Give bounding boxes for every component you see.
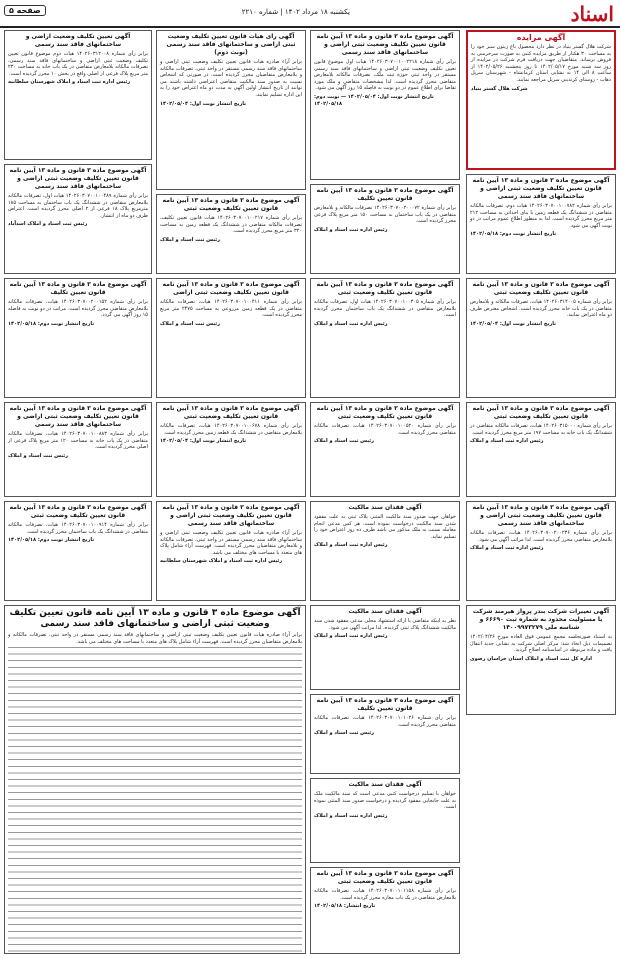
notice-title: آگهی موضوع ماده ۳ قانون و ماده ۱۳ آیین نامه قانون تعیین تکلیف [316,697,454,712]
notice-footer: رئیس اداره ثبت اسناد و املاک شهرستان سلطانیه [8,79,131,86]
legal-notice [466,605,616,715]
notice-title: آگهی موضوع ماده ۳ قانون و ماده ۱۳ آیین نامه قانون تعیین تکلیف وضعیت ثبتی [472,281,610,296]
legal-notice-large [4,605,306,954]
notice-body: برابر رأی شماره ۱۴۰۲۶۰۳۱۴۰۰۵ هیات، تصرفات مالکانه و بلامعارض متقاضی در یک باب خانه محرز گردیده است. اشخاص معترض ظرف دو ماه اعتراض نمایند. [470,299,612,319]
notice-body: برابر آراء صادره هیات قانون تعیین تکلیف وضعیت ثبتی اراضی و ساختمانهای فاقد سند رسمی مستقر در واحد ثبتی، تصرفات مالکانه و بلامعارض متقاضیان محرز گردیده است. فهرست آراء شامل پلاک های متعدد با مساحت های مختلف می باشد. [160,530,302,556]
notice-body: برابر رأی شماره ۱۴۰۲۶۰۳۰۷۰۰۱۰۰۳۰۵ هیات اول، تصرفات مالکانه بلامعارض متقاضی در ششدانگ یک باب ساختمان محرز گردیده است. [314,299,456,319]
notice-title: آگهی موضوع ماده ۳ قانون و ماده ۱۳ آیین نامه قانون تعیین تکلیف وضعیت ثبتی اراضی و ساختمانهای فاقد سند رسمی [9,608,301,629]
notice-footer: تاریخ انتشار نوبت اول: ۱۴۰۲/۰۵/۰۴ — نوبت دوم: ۱۴۰۲/۰۵/۱۸ [314,93,434,107]
notice-body: برابر رأی شماره ۱۴۰۲۶۰۳۰۷۰۰۱۰۱۰۲۶ هیات، تصرفات مالکانه متقاضی محرز گردیده است. [314,715,456,728]
notice-body: برابر رأی شماره ۱۴۰۲۶۰۳۰۷۰۰۱۰۰۲۲۱۸ هیات اول موضوع قانون تعیین تکلیف وضعیت ثبتی اراضی و ساختمانهای فاقد سند رسمی مستقر در واحد ثبتی حوزه ثبت ملک، تصرفات مالکانه بلامعارض متقاضی محرز گردیده است. لذا مشخصات متقاضی و ملک مورد تقاضا برای اطلاع عموم در دو نوبت به فاصله ۱۵ روز آگهی می شود. [314,59,456,92]
notice-title: آگهی موضوع ماده ۳ قانون و ماده ۱۳ آیین نامه قانون تعیین تکلیف وضعیت ثبتی [9,504,147,519]
legal-notice [4,278,152,398]
notice-footer: تاریخ انتشار نوبت دوم: ۱۴۰۲/۰۵/۱۸ [470,231,557,238]
notice-footer: رئیس اداره ثبت اسناد و املاک [314,633,388,640]
notice-footer: تاریخ انتشار نوبت اول: ۱۴۰۲/۰۵/۰۴ [160,100,246,107]
notice-footer: رئیس ثبت اسناد و املاک [314,730,374,737]
notice-body: برابر رأی شماره ۱۴۰۲۶۰۳۰۷۰۰۱۰۰۲۱۷ هیات قانون تعیین تکلیف، تصرفات مالکانه متقاضی در ششدانگ یک قطعه زمین به مساحت ۳۲۰ متر مربع محرز گردیده است. [160,215,302,235]
notice-footer: شرکت هلال گستر بنیاد [471,85,528,92]
notice-title: آگهی موضوع ماده ۳ قانون و ماده ۱۳ آیین نامه قانون تعیین تکلیف وضعیت ثبتی [316,870,454,885]
notice-body: خواهان با تسلیم درخواست کتبی مدعی است که سند مالکیت ملک به علت جابجایی مفقود گردیده و درخواست صدور سند المثنی نموده است. [314,791,456,811]
notice-body: برابر رأی شماره ۱۴۰۲۶۰۳۱۲۰۰۸ هیات دوم موضوع قانون تعیین تکلیف وضعیت ثبتی اراضی و ساختمانهای فاقد سند رسمی، تصرفات مالکانه بلامعارض متقاضی در یک باب خانه به مساحت ۲۳۰ متر مربع پلاک فرعی از اصلی واقع در بخش ۱۰ محرز گردیده است. [8,51,148,77]
legal-notice [156,278,306,398]
notice-footer: اداره کل ثبت اسناد و املاک استان خراسان رضوی [470,655,593,662]
notice-footer: تاریخ انتشار نوبت دوم: ۱۴۰۲/۰۵/۱۸ [8,320,95,327]
legal-notice [466,30,616,170]
legal-notice [310,184,460,274]
notice-footer: رئیس اداره ثبت اسناد و املاک شهرستان سلطانیه [160,558,283,565]
notice-footer: رئیس ثبت اسناد و املاک [160,320,220,327]
notice-body: برابر رأی شماره ۱۴۰۲۶۰۳۰۷۰۰۱۰۰۷۸۲ هیات دوم، تصرفات مالکانه متقاضی در ششدانگ یک قطعه زمین با بنای احداثی به مساحت ۲۱۲ متر مربع محرز گردیده است. لذا به منظور اطلاع عموم مراتب در دو نوبت آگهی می شود. [470,203,612,229]
notice-title: آگهی موضوع ماده ۳ قانون و ماده ۱۳ آیین نامه قانون تعیین تکلیف وضعیت ثبتی [162,405,300,420]
legal-notice [156,194,306,274]
notice-title: آگهی موضوع ماده ۳ قانون و ماده ۱۳ آیین نامه قانون تعیین تکلیف وضعیت ثبتی اراضی و ساختمانهای فاقد سند رسمی [162,504,300,527]
notice-body: برابر رأی شماره ۱۴۰۲۶۰۳۰۷۰۰۱۰۱۱۵۸ هیات، تصرفات مالکانه بلامعارض متقاضی در یک باب مغازه محرز گردیده است. [314,888,456,901]
legal-notice [4,30,152,160]
legal-notice [4,501,152,601]
notice-title: آگهی موضوع ماده ۳ قانون و ماده ۱۳ آیین نامه قانون تعیین تکلیف وضعیت ثبتی [162,197,300,212]
legal-notice [466,501,616,601]
notice-title: آگهی تعیین تکلیف وضعیت اراضی و ساختمانهای فاقد سند رسمی [25,33,131,48]
notice-title: آگهی موضوع ماده ۳ قانون و ماده ۱۳ آیین نامه قانون تعیین تکلیف وضعیت ثبتی [316,281,454,296]
legal-notice [4,402,152,497]
notice-body: به استناد صورتجلسه مجمع عمومی فوق العاده مورخ ۱۴۰۲/۰۴/۲۶ تصمیمات ذیل اتخاذ شد: مرکز اصلی شرکت به نشانی جدید انتقال یافت و ماده مربوطه در اساسنامه اصلاح گردید. [470,634,612,654]
notice-footer: رئیس ثبت اسناد و املاک [160,236,220,243]
notice-footer: تاریخ انتشار نوبت اول: ۱۴۰۲/۰۵/۰۴ [160,438,246,445]
notice-footer: رئیس اداره ثبت اسناد و املاک [314,812,388,819]
newspaper-logo: اسناد [570,2,614,26]
page-number: صفحه ۵ [4,5,46,16]
legal-notice [310,778,460,863]
notice-title: آگهی فقدان سند مالکیت [348,781,422,788]
page-header [0,0,620,28]
notice-title: آگهی موضوع ماده ۳ قانون و ماده ۱۳ آیین نامه قانون تعیین تکلیف وضعیت ثبتی اراضی [162,281,300,296]
notice-footer: تاریخ انتشار نوبت اول: ۱۴۰۲/۰۵/۰۴ [470,320,556,327]
notice-footer: رئیس اداره ثبت اسناد و املاک [470,545,544,552]
notice-body: برابر رأی شماره ۱۴۰۲۶۰۳۰۷۰۰۲۰۰۱۵۲ هیات، تصرفات مالکانه بلامعارض متقاضی محرز گردیده است. مراتب در دو نوبت به فاصله ۱۵ روز آگهی می گردد. [8,299,148,319]
notice-title: آگهی موضوع ماده ۳ قانون و ماده ۱۳ آیین نامه قانون تعیین تکلیف وضعیت ثبتی [316,405,454,420]
notice-body: شرکت هلال گستر بنیاد در نظر دارد محصول باغ زیتون سبز خود را به مساحت ۳۰ هکتار از طریق مزایده کتبی به صورت سرخرمنی به فروش برساند. متقاضیان جهت دریافت فرم شرکت در مزایده از روز سه شنبه مورخ ۱۴۰۲/۰۵/۱۷ تا روز پنجشنبه ۱۴۰۲/۰۵/۲۶ از ساعت ۸ الی ۱۴ به نشانی استان کرمانشاه - شهرستان سرپل ذهاب - روستای کرندینی سرپل مراجعه نمایند. [471,44,612,83]
legal-notice [310,501,460,601]
notice-footer: رئیس اداره ثبت اسناد و املاک [314,542,388,549]
legal-notice [310,278,460,398]
issue-info: یکشنبه ۱۸ مرداد ۱۴۰۲ | شماره ۲۲۱۰ [241,8,350,16]
notice-footer: رئیس ثبت اسناد و املاک [314,438,374,445]
notice-title: آگهی موضوع ماده ۳ قانون و ماده ۱۳ آیین نامه قانون تعیین تکلیف [316,187,454,202]
notice-title: آگهی موضوع ماده ۳ قانون و ماده ۱۳ آیین نامه قانون تعیین تکلیف وضعیت ثبتی اراضی و ساختمانهای فاقد سند رسمی [9,405,147,428]
notice-title: آگهی فقدان سند مالکیت [348,608,422,615]
notice-footer: رئیس اداره ثبت اسناد و املاک [314,226,388,233]
legal-notice [466,278,616,398]
legal-notice [466,402,616,497]
notice-body: برابر رأی شماره ۱۴۰۲۶۰۳۱۵۰۰۰ هیات، تصرفات مالکانه متقاضی در ششدانگ یک باب خانه به مساحت ۱۹۷ متر مربع محرز گردیده است. [470,423,612,436]
notice-body: برابر رأی شماره ۱۴۰۲۶۰۳۰۷۰۰۱۰۰۹۱۴ هیات، تصرفات مالکانه متقاضی در ششدانگ یک باب ساختمان محرز گردیده است. [8,522,148,535]
notice-body: برابر آراء صادره هیات قانون تعیین تکلیف وضعیت ثبتی اراضی و ساختمانهای فاقد سند رسمی مستقر در واحد ثبتی، تصرفات مالکانه و بلامعارض متقاضیان محرز گردیده است. فهرست آراء شامل پلاک های متعدد با مساحت های مختلف می باشد. [8,632,302,645]
legal-notice [466,174,616,274]
notice-title: آگهی موضوع ماده ۳ قانون و ماده ۱۳ آیین نامه قانون تعیین تکلیف وضعیت ثبتی اراضی و ساختمانهای فاقد سند رسمی [316,33,454,56]
notice-footer: تاریخ انتشار: ۱۴۰۲/۰۵/۱۸ [314,903,376,910]
notice-title: آگهی تغییرات شرکت بندر پرواز هیرمند شرکت با مسئولیت محدود به شماره ثبت ۶۶۶۹۰ و شناسه ملی ۱۴۰۰۹۹۷۳۲۷۹ [472,608,610,631]
notice-footer: تاریخ انتشار نوبت دوم: ۱۴۰۲/۰۵/۱۸ [8,537,95,544]
legal-notice [156,30,306,190]
legal-notice [156,402,306,497]
legal-notice [310,605,460,690]
notice-footer: رئیس اداره ثبت اسناد و املاک [314,320,388,327]
legal-notice [310,694,460,774]
notice-body: برابر رأی شماره ۱۴۰۲۶۰۳۰۷۰۰۲۰۰۲۳۶ هیات، تصرفات مالکانه بلامعارض متقاضی محرز گردیده است. لذا مراتب آگهی می شود. [470,530,612,543]
notice-body: نظر به اینکه متقاضی با ارائه استشهاد محلی مدعی مفقود شدن سند مالکیت ششدانگ پلاک ثبتی گردیده، لذا مراتب آگهی می شود. [314,618,456,631]
notice-body: برابر رأی شماره ۱۴۰۲۶۰۳۰۷۰۰۱۰۰۴۱۱ هیات، تصرفات مالکانه متقاضی در یک قطعه زمین مزروعی به مساحت ۲۴۷۵ متر مربع محرز گردیده است. [160,299,302,319]
notice-text-lines [8,645,302,954]
legal-notice [310,402,460,497]
notice-footer: رئیس ثبت اسناد و املاک اسدآباد [8,221,88,228]
notice-body: برابر آراء صادره هیات قانون تعیین تکلیف وضعیت ثبتی اراضی و ساختمانهای فاقد سند رسمی مستقر در واحد ثبتی، تصرفات مالکانه و بلامعارض متقاضیان محرز گردیده است. در صورتی که اشخاص نسبت به صدور سند مالکیت متقاضی اعتراضی داشته باشند می توانند از تاریخ انتشار اولین آگهی به مدت دو ماه اعتراض خود را به این اداره تسلیم نمایند. [160,59,302,98]
notice-body: برابر رأی شماره ۱۴۰۲۶۰۳۰۷۰۰۱۰۰۸۸۳ هیات، تصرفات مالکانه متقاضی در یک باب خانه به مساحت ۱۲۰ متر مربع پلاک فرعی از اصلی محرز گردیده است. [8,431,148,451]
notice-title: آگهی موضوع ماده ۳ قانون و ماده ۱۳ آیین نامه قانون تعیین تکلیف وضعیت ثبتی اراضی و ساختمانهای فاقد سند رسمی [472,177,610,200]
notice-body: برابر رأی شماره ۱۴۰۲۶۰۳۰۷۰۰۱۰۰۶۷۸ هیات، تصرفات مالکانه بلامعارض متقاضی در ششدانگ یک قطعه زمین محرز گردیده است. [160,423,302,436]
notice-title: آگهی رای هیات قانون تعیین تکلیف وضعیت ثبتی اراضی و ساختمانهای فاقد سند رسمی (نوبت دوم) [166,33,296,56]
notice-title: آگهی موضوع ماده ۳ قانون و ماده ۱۳ آیین نامه قانون تعیین تکلیف وضعیت ثبتی [472,405,610,420]
legal-notice [310,30,460,180]
legal-notice [4,164,152,274]
legal-notice [310,867,460,954]
notice-footer: رئیس ثبت اسناد و املاک [8,452,68,459]
notice-title: آگهی فقدان سند مالکیت [348,504,422,511]
legal-notice [156,501,306,601]
notice-body: خواهان جهت صدور سند مالکیت المثنی پلاک ثبتی به علت مفقود شدن سند مالکیت درخواست نموده است. هر کس مدعی انجام معامله نسبت به ملک مذکور می باشد ظرف ده روز اعتراض خود را تسلیم نماید. [314,514,456,540]
notice-title: آگهی موضوع ماده ۳ قانون و ماده ۱۳ آیین نامه قانون تعیین تکلیف وضعیت ثبتی اراضی و ساختمانهای فاقد سند رسمی [472,504,610,527]
notice-body: برابر رأی شماره ۱۴۰۲۶۰۳۰۷۰۰۱۰۰۵۲۰ هیات، تصرفات مالکانه متقاضی محرز گردیده است. [314,423,456,436]
notice-body: برابر رأی شماره ۱۴۰۲۶۰۳۰۷۰۰۱۰۰۴۸۹ هیات اول، تصرفات مالکانه بلامعارض متقاضی در ششدانگ یک باب ساختمان به مساحت ۱۸۵ مترمربع پلاک ۱۸ فرعی از ۲ اصلی محرز گردیده است. اعتراض ظرف دو ماه از انتشار. [8,193,149,219]
notice-title: آگهی موضوع ماده ۳ قانون و ماده ۱۳ آیین نامه قانون تعیین تکلیف [9,281,147,296]
notice-body: برابر رأی شماره ۱۴۰۲۶۰۳۰۷۰۰۲۰۰۰۷۲ تصرفات مالکانه و بلامعارض متقاضی در یک باب ساختمان به مساحت ۱۵۰ متر مربع پلاک فرعی محرز گردیده است. [314,205,456,225]
notice-footer: رئیس اداره ثبت اسناد و املاک [470,438,544,445]
notice-title: آگهی مزایده [516,33,566,42]
notice-title: آگهی موضوع ماده ۳ قانون و ماده ۱۳ آیین نامه قانون تعیین تکلیف وضعیت ثبتی اراضی و ساختمانهای فاقد سند رسمی [9,167,147,190]
